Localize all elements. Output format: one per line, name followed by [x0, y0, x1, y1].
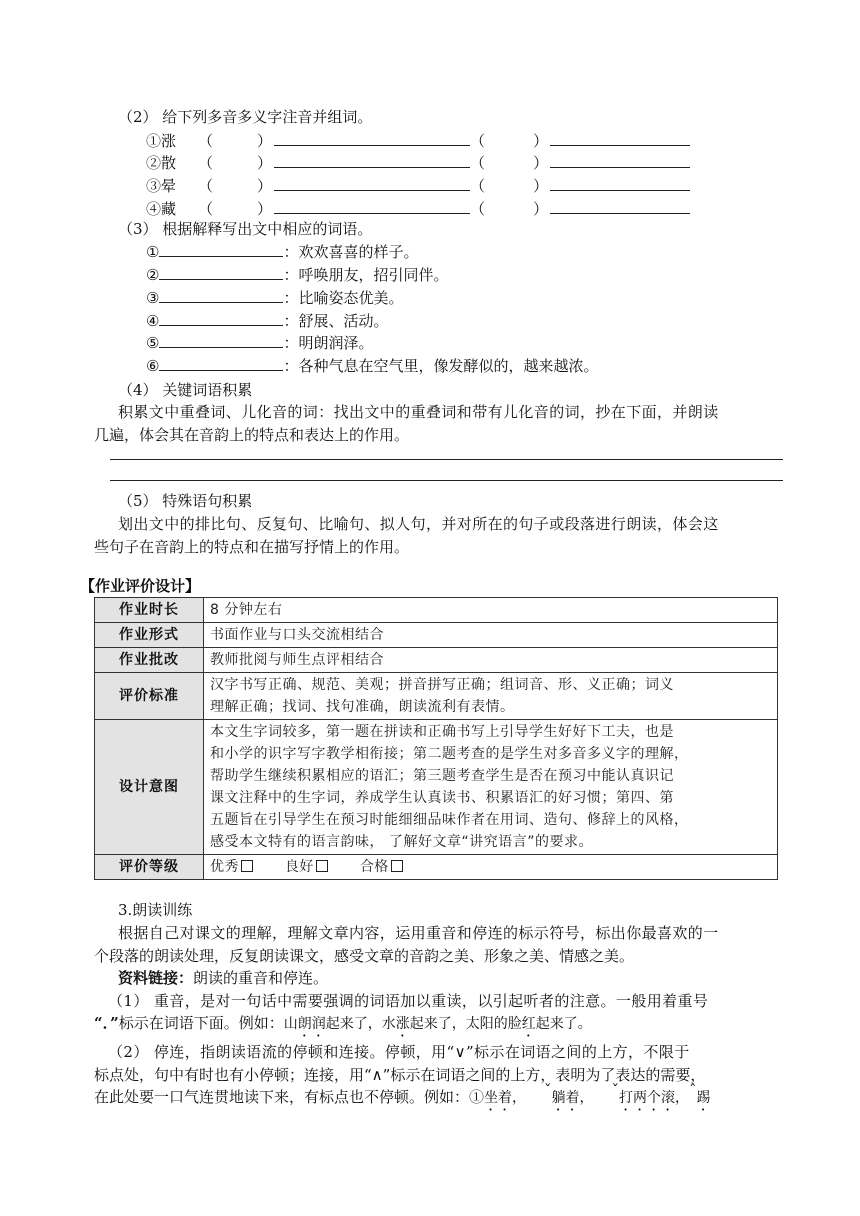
- q2-paren-left: （: [470, 154, 486, 172]
- reading-line2: 个段落的朗读处理，反复朗读课文，感受文章的音韵之美、形象之美、情感之美。: [94, 947, 635, 965]
- word-blank[interactable]: [550, 129, 690, 146]
- q2-paren-left: （: [470, 132, 486, 150]
- q3-number: ⑥: [146, 357, 160, 375]
- pause-mark-1: ˇ: [544, 1081, 552, 1099]
- resource-link: [118, 967, 328, 989]
- pause-example-1: 坐着，: [484, 1090, 527, 1106]
- q3-number: ②: [146, 266, 160, 284]
- example-text: 山: [283, 1016, 298, 1032]
- q4-line1: 积累文中重叠词、儿化音的词：找出文中的重叠词和带有儿化音的词，抄在下面，并朗读: [118, 403, 719, 421]
- word-blank[interactable]: [274, 151, 470, 168]
- q2-paren-right: ）: [257, 200, 273, 218]
- q2-paren-left: （: [198, 154, 214, 172]
- stress-mark: “．”: [94, 1014, 119, 1032]
- pause-mark-3: ˆ: [689, 1081, 697, 1099]
- row-value: 书面作业与口头交流相结合: [204, 623, 778, 648]
- table-row: [95, 598, 778, 623]
- table-row: [95, 855, 778, 880]
- pause-line1: （2） 停连，指朗读语流的停顿和连接。停顿，用“∨”标示在词语之间的上方，不限于: [108, 1043, 690, 1061]
- q2-paren-right: ）: [257, 154, 273, 172]
- table-row: [95, 673, 778, 720]
- intent-line: 五题旨在引导学生在预习时能细细品味作者在用词、造句、修辞上的风格，: [210, 812, 689, 828]
- table-row: [95, 623, 778, 648]
- q5-heading: （5） 特殊语句积累: [118, 492, 253, 510]
- row-value: [204, 720, 778, 855]
- q2-char: ③晕: [146, 177, 177, 195]
- grade-excellent-checkbox[interactable]: [241, 860, 253, 872]
- evaluation-table: [94, 597, 778, 880]
- word-blank[interactable]: [550, 174, 690, 191]
- row-label: 评价等级: [95, 855, 204, 880]
- word-blank[interactable]: [274, 129, 470, 146]
- q4-heading: （4） 关键词语积累: [118, 381, 253, 399]
- answer-blank[interactable]: [159, 286, 283, 303]
- q2-paren-right: ）: [533, 132, 549, 150]
- row-value: [204, 855, 778, 880]
- word-blank[interactable]: [274, 197, 470, 214]
- grade-pass-checkbox[interactable]: [391, 860, 403, 872]
- pause-example-3: 打两个滚，: [619, 1090, 690, 1106]
- evaluation-title: 【作业评价设计】: [80, 577, 201, 595]
- q2-paren-left: （: [470, 200, 486, 218]
- word-blank[interactable]: [550, 151, 690, 168]
- grade-excellent-label: 优秀: [210, 859, 239, 875]
- q3-heading: （3） 根据解释写出文中相应的词语。: [118, 220, 373, 238]
- q2-item: [146, 197, 690, 220]
- stress-line2: [94, 1012, 592, 1040]
- example-text: 起来了。: [535, 1016, 592, 1032]
- q3-definition: ：欢欢喜喜的样子。: [283, 243, 419, 261]
- q2-paren-right: ）: [533, 177, 549, 195]
- stress-example: [284, 1016, 592, 1032]
- q3-item: [146, 354, 598, 377]
- criteria-line: 理解正确；找词、找句准确，朗读流利有表情。: [210, 699, 515, 715]
- q3-definition: ：呼唤朋友，招引同伴。: [283, 266, 449, 284]
- q3-item: [146, 309, 388, 332]
- answer-blank[interactable]: [159, 309, 283, 326]
- q2-item: [146, 174, 690, 197]
- word-blank[interactable]: [274, 174, 470, 191]
- q3-definition: ：舒展、活动。: [283, 312, 389, 330]
- pause-line3-text: 在此处要一口气连贯地读下来，有标点也不停顿。例如：①: [94, 1088, 485, 1106]
- row-value: 8 分钟左右: [204, 598, 778, 623]
- q2-item: [146, 151, 690, 174]
- q2-item: [146, 129, 690, 152]
- resource-link-label: 资料链接：: [118, 969, 194, 987]
- resource-link-text: 朗读的重音和停连。: [193, 969, 329, 987]
- pause-line2: 标点处，句中有时也有小停顿；连接，用“∧”标示在词语之间的上方，表明为了表达的需要，: [94, 1066, 706, 1084]
- q2-paren-right: ）: [533, 154, 549, 172]
- q2-char: ①涨: [146, 132, 177, 150]
- intent-line: 课文注释中的生字词，养成学生认真读书、积累语汇的好习惯；第四、第: [210, 790, 674, 806]
- q2-heading: （2） 给下列多音多义字注音并组词。: [118, 108, 373, 126]
- row-label: 作业形式: [95, 623, 204, 648]
- q2-paren-right: ）: [533, 200, 549, 218]
- answer-blank[interactable]: [159, 331, 283, 348]
- row-label: 设计意图: [95, 720, 204, 855]
- table-row: [95, 720, 778, 855]
- grade-good-label: 良好: [284, 859, 314, 875]
- pause-line3: [94, 1081, 711, 1114]
- pause-example-2: 躺着，: [551, 1090, 594, 1106]
- intent-line: 帮助学生继续积累相应的语汇；第三题考查学生是否在预习中能认真识记: [210, 768, 674, 784]
- row-value: 教师批阅与师生点评相结合: [204, 648, 778, 673]
- q3-definition: ：各种气息在空气里，像发酵似的，越来越浓。: [283, 357, 599, 375]
- q3-item: [146, 286, 403, 309]
- q2-paren-left: （: [198, 132, 214, 150]
- criteria-line: 汉字书写正确、规范、美观；拼音拼写正确；组词音、形、义正确；词义: [210, 677, 674, 693]
- example-text: 起来了，太阳的脸: [409, 1016, 522, 1032]
- q3-item: [146, 263, 448, 286]
- q5-line2: 些句子在音韵上的特点和在描写抒情上的作用。: [94, 538, 410, 556]
- row-label: 评价标准: [95, 673, 204, 720]
- q4-line2: 几遍，体会其在音韵上的特点和表达上的作用。: [94, 426, 410, 444]
- answer-blank[interactable]: [159, 263, 283, 280]
- stressed-word: 涨: [395, 1016, 410, 1032]
- stress-line2-text: 标示在词语下面。例如：: [118, 1014, 284, 1032]
- q5-line1: 划出文中的排比句、反复句、比喻句、拟人句，并对所在的句子或段落进行朗读，体会这: [118, 515, 719, 533]
- reading-line1: 根据自己对课文的理解，理解文章内容，运用重音和停连的标示符号，标出你最喜欢的一: [118, 924, 719, 942]
- q2-paren-left: （: [198, 177, 214, 195]
- q2-paren-right: ）: [257, 177, 273, 195]
- q3-number: ③: [146, 289, 160, 307]
- q3-number: ①: [146, 243, 160, 261]
- grade-pass-label: 合格: [359, 859, 389, 875]
- answer-blank[interactable]: [159, 354, 283, 371]
- answer-blank[interactable]: [159, 240, 283, 257]
- intent-line: 感受本文特有的语言韵味， 了解好文章“讲究语言”的要求。: [210, 834, 593, 850]
- answer-line-2[interactable]: [110, 480, 783, 481]
- q2-paren-left: （: [470, 177, 486, 195]
- q2-char: ④藏: [146, 200, 177, 218]
- intent-line: 和小学的识字写字教学相衔接；第二题考查的是学生对多音多义字的理解，: [210, 746, 689, 762]
- row-label: 作业批改: [95, 648, 204, 673]
- table-row: [95, 648, 778, 673]
- q3-item: [146, 240, 418, 263]
- pause-example-4: 踢: [696, 1090, 711, 1106]
- row-label: 作业时长: [95, 598, 204, 623]
- row-value: [204, 673, 778, 720]
- q3-number: ④: [146, 312, 160, 330]
- answer-line-1[interactable]: [110, 459, 783, 460]
- reading-heading: 3.朗读训练: [118, 901, 193, 919]
- q3-definition: ：明朗润泽。: [283, 334, 374, 352]
- q2-paren-right: ）: [257, 132, 273, 150]
- intent-line: 本文生字词较多，第一题在拼读和正确书写上引导学生好好下工夫，也是: [210, 724, 674, 740]
- q2-char: ②散: [146, 154, 177, 172]
- q3-item: [146, 331, 373, 354]
- stressed-word: 朗润: [297, 1016, 326, 1032]
- q3-definition: ：比喻姿态优美。: [283, 289, 404, 307]
- stressed-word: 红: [521, 1016, 536, 1032]
- word-blank[interactable]: [550, 197, 690, 214]
- pause-mark-2: ˇ: [611, 1081, 620, 1099]
- q3-number: ⑤: [146, 334, 160, 352]
- q2-paren-left: （: [198, 200, 214, 218]
- example-text: 起来了，水: [325, 1016, 396, 1032]
- grade-good-checkbox[interactable]: [316, 860, 328, 872]
- stress-line1: （1） 重音，是对一句话中需要强调的词语加以重读，以引起听者的注意。一般用着重号: [108, 992, 709, 1010]
